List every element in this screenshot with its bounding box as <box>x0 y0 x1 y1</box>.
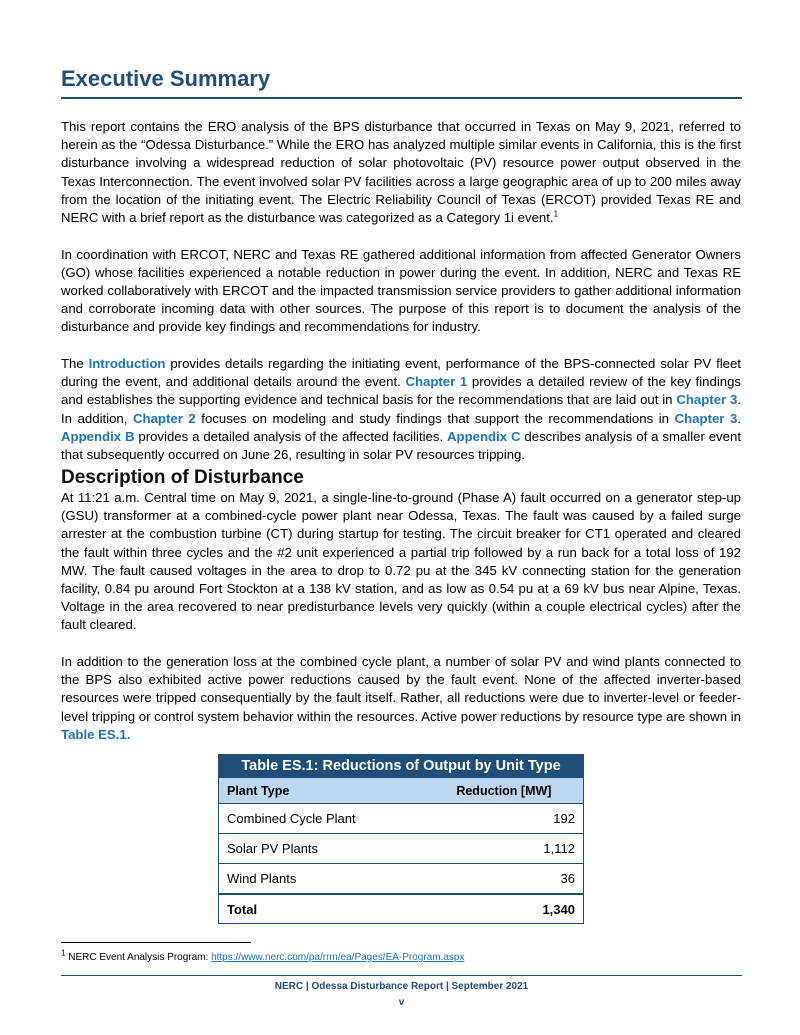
intro-section <box>61 118 741 483</box>
footnote <box>61 948 465 963</box>
footer-rule <box>61 975 742 976</box>
table-row <box>219 804 584 834</box>
cell-plant-type: Wind Plants <box>219 864 425 895</box>
intro-paragraph-3 <box>61 355 741 464</box>
text-run: . In addition, <box>61 392 741 426</box>
footnote-rule <box>61 942 251 943</box>
text-run: provides details regarding the initiating event, performance of the BPS-connected solar PV fleet during the event, and additional details around the event. <box>61 356 741 390</box>
footnote-ref[interactable]: 1 <box>553 209 559 219</box>
cell-total-label: Total <box>219 894 425 924</box>
text-run: focuses on modeling and study findings that support the recommendations in <box>195 410 675 426</box>
intro-paragraph-1 <box>61 118 741 227</box>
cell-reduction: 1,112 <box>425 834 584 864</box>
cell-total-value: 1,340 <box>425 894 584 924</box>
page-title: Executive Summary <box>61 66 271 91</box>
text-run: provides a detailed review of the key findings and establishes the supporting evidence and technical basis for the recommendations that are laid out in <box>61 374 742 408</box>
text-run: . <box>126 726 131 742</box>
footnote-mark: 1 <box>61 948 66 958</box>
intro-paragraph-2: In coordination with ERCOT, NERC and Texas RE gathered additional information from affected Generator Owners (GO) whose facilities experienced a notable reduction in power during the event. In addition, NERC and Texas RE worked collaboratively with ERCOT and the impacted transmission service providers to gather additional information and corroborate incoming data with other sources. The purpose of this report is to document the analysis of the disturbance and provide key findings and recommendations for industry. <box>61 246 741 335</box>
page-number: v <box>398 997 405 1008</box>
table-caption-row <box>219 755 584 778</box>
column-header-plant-type: Plant Type <box>219 778 425 804</box>
footer-text: NERC | Odessa Disturbance Report | September 2021 <box>274 981 529 992</box>
table-total-row <box>219 894 584 924</box>
text-run: In addition to the generation loss at the combined cycle plant, a number of solar PV and wind plants connected to the BPS also exhibited active power reductions caused by the fault event. None of the affected inverter-based resources were tripped consequentially by the fault itself. Rather, all reductions were due to inverter-level or feeder-level tripping or control system behavior within the resources. Active power reductions by resource type are shown in <box>61 654 741 724</box>
title-rule <box>61 97 742 99</box>
table-row <box>219 864 584 895</box>
reductions-table <box>218 754 584 924</box>
description-paragraph-1: At 11:21 a.m. Central time on May 9, 2021, a single-line-to-ground (Phase A) fault occurred on a generator step-up (GSU) transformer at a combined-cycle power plant near Odessa, Texas. The fault was caused by a failed surge arrester at the combustion turbine (CT) during startup for testing. The circuit breaker for CT1 operated and cleared the fault within three cycles and the #2 unit experienced a partial trip followed by a run back for a total loss of 192 MW. The fault caused voltages in the area to drop to 0.72 pu at the 345 kV connecting station for the generation facility, 0.84 pu around Fort Stockton at a 138 kV station, and as low as 0.54 pu at a 69 kV bus near Alpine, Texas. Voltage in the area recovered to near predisturbance levels very quickly (within a couple electrical cycles) after the fault cleared. <box>61 490 741 633</box>
chapter-3-link-2[interactable]: Chapter 3 <box>674 410 738 426</box>
column-header-reduction: Reduction [MW] <box>425 778 584 804</box>
footnote-text: NERC Event Analysis Program: <box>65 952 212 963</box>
introduction-link[interactable]: Introduction <box>88 356 166 372</box>
chapter-3-link[interactable]: Chapter 3 <box>676 392 738 408</box>
chapter-2-link[interactable]: Chapter 2 <box>133 410 196 426</box>
table-caption: Table ES.1: Reductions of Output by Unit Type <box>219 755 584 778</box>
cell-reduction: 36 <box>425 864 584 895</box>
text-run: . <box>737 410 741 426</box>
text-run: describes analysis of a smaller event that subsequently occurred on June 26, resulting in solar PV resources tripping. <box>61 428 741 463</box>
text-run: The <box>61 356 89 372</box>
text-run: provides a detailed analysis of the affected facilities. <box>134 428 448 444</box>
cell-reduction: 192 <box>425 804 584 834</box>
section-heading: Description of Disturbance <box>61 467 304 488</box>
footnote-link[interactable]: https://www.nerc.com/pa/rrm/ea/Pages/EA-Program.aspx <box>211 952 465 963</box>
cell-plant-type: Combined Cycle Plant <box>219 804 425 834</box>
intro-paragraph-1-text: This report contains the ERO analysis of the BPS disturbance that occurred in Texas on May 9, 2021, referred to herein as the “Odessa Disturbance.” While the ERO has analyzed multiple similar events in California, this is the first disturbance involving a widespread reduction of solar photovoltaic (PV) resource power output observed in the Texas Interconnection. The event involved solar PV facilities across a large geographic area of up to 200 miles away from the location of the initiating event. The Electric Reliability Council of Texas (ERCOT) provided Texas RE and NERC with a brief report as the disturbance was categorized as a Category 1i event. <box>61 119 741 226</box>
appendix-b-link[interactable]: Appendix B <box>61 428 135 444</box>
appendix-c-link[interactable]: Appendix C <box>447 428 521 444</box>
chapter-1-link[interactable]: Chapter 1 <box>405 374 468 390</box>
description-section <box>61 489 741 762</box>
table-row <box>219 834 584 864</box>
description-paragraph-2 <box>61 653 741 744</box>
cell-plant-type: Solar PV Plants <box>219 834 425 864</box>
table-header-row <box>219 778 584 804</box>
table-es1-link[interactable]: Table ES.1 <box>61 726 127 742</box>
